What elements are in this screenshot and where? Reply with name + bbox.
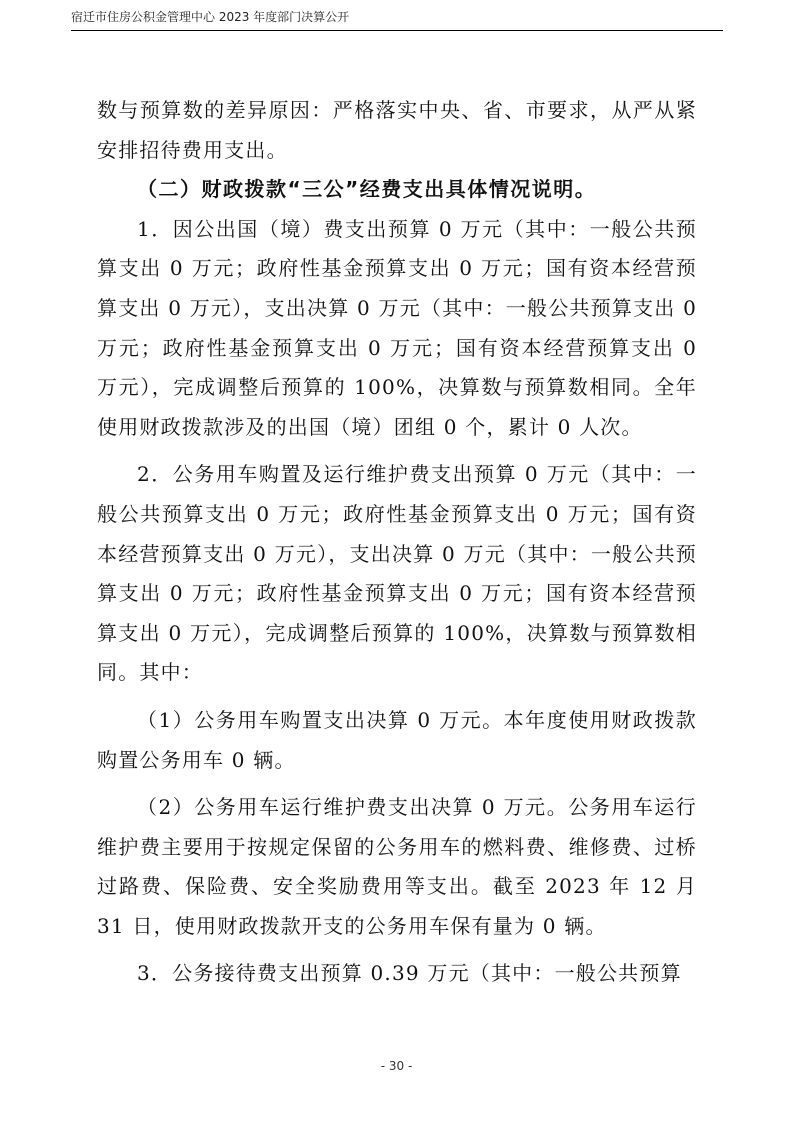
paragraph-official-vehicles: 2．公务用车购置及运行维护费支出预算 0 万元（其中：一般公共预算支出 0 万元；政府性基金预算支出 0 万元；国有资本经营预算支出 0 万元），支出决算 0 万元（其中：一般公共预算支出 0 万元；政府性基金预算支出 0 万元；国有资本经营预算支出 0 万元），完成调整后预算的 100%，决算数与预算数相同。其中： [97, 462, 697, 685]
document-body [97, 91, 697, 994]
section-heading-three-public: （二）财政拨款“三公”经费支出具体情况说明。 [137, 177, 597, 202]
paragraph-overseas-travel: 1．因公出国（境）费支出预算 0 万元（其中：一般公共预算支出 0 万元；政府性基金预算支出 0 万元；国有资本经营预算支出 0 万元），支出决算 0 万元（其中：一般公共预算支出 0 万元；政府性基金预算支出 0 万元；国有资本经营预算支出 0 万元），完成调整后预算的 100%，决算数与预算数相同。全年使用财政拨款涉及的出国（境）团组 0 个，累计 0 人次。 [97, 216, 697, 439]
header-divider [71, 30, 723, 31]
paragraph-vehicle-purchase: （1）公务用车购置支出决算 0 万元。本年度使用财政拨款购置公务用车 0 辆。 [97, 707, 697, 772]
document-header: 宿迁市住房公积金管理中心 2023 年度部门决算公开 [71, 10, 350, 24]
paragraph-vehicle-maintenance: （2）公务用车运行维护费支出决算 0 万元。公务用车运行维护费主要用于按规定保留的公务用车的燃料费、维修费、过桥过路费、保险费、安全奖励费用等支出。截至 2023 年 12 月 31 日，使用财政拨款开支的公务用车保有量为 0 辆。 [97, 795, 697, 938]
page-number: - 30 - [380, 1059, 413, 1073]
paragraph-difference-reason: 数与预算数的差异原因：严格落实中央、省、市要求，从严从紧安排招待费用支出。 [97, 98, 697, 162]
paragraph-official-reception: 3．公务接待费支出预算 0.39 万元（其中：一般公共预算 [137, 961, 682, 986]
